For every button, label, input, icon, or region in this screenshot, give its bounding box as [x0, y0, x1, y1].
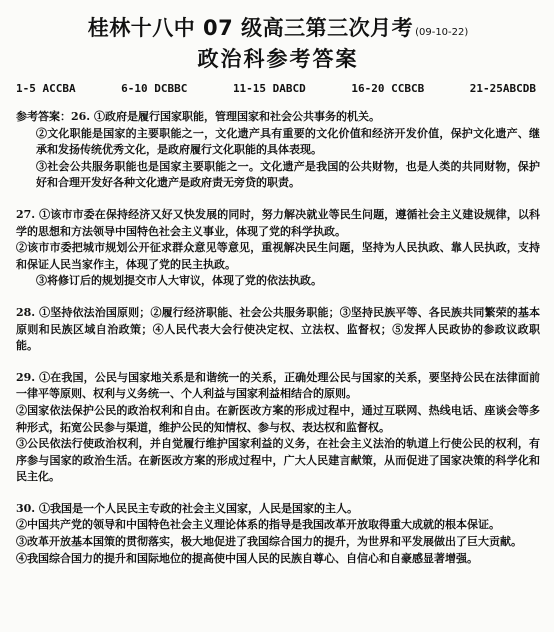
answer-26: [16, 109, 540, 192]
exam-title: [16, 18, 540, 39]
answer-line: 27. ①该市市委在保持经济又好又快发展的同时，努力解决就业等民生问题，遵循社会主义建设规律，以科学的思想和方法领导中国特色社会主义事业，体现了党的科学执政。: [16, 207, 540, 238]
answer-line: ③社会公共服务职能也是国家主要职能之一。文化遗产是我国的公共财物，也是人类的共同财物，保护好和合理开发好各种文化遗产是政府责无旁贷的职责。: [36, 159, 540, 190]
answer-line: ④我国综合国力的提升和国际地位的提高使中国人民的民族自尊心、自信心和自豪感显著增强。: [16, 551, 478, 565]
answer-line: ②文化职能是国家的主要职能之一，文化遗产具有重要的文化价值和经济开发价值，保护文化遗产、继承和发扬传统优秀文化，是政府履行文化职能的具体表现。: [36, 126, 540, 157]
exam-date: (09-10-22): [415, 27, 469, 38]
exam-title-text: 桂林十八中 07 级高三第三次月考: [87, 16, 414, 40]
answer-line: ③公民依法行使政治权利，并自觉履行维护国家利益的义务，在社会主义法治的轨道上行使公民的权利，有序参与国家的政治生活。在新医改方案的形成过程中，广大人民建言献策，从而促进了国家决策的科学化和民主化。: [16, 437, 540, 484]
answer-line: ②该市市委把城市规划公开征求群众意见等意见，重视解决民生问题，坚持为人民执政、靠人民执政，支持和保证人民当家作主，体现了党的民主执政。: [16, 241, 540, 271]
answer-27: [16, 207, 540, 290]
answer-line: ③将修订后的规划提交市人大审议，体现了党的依法执政。: [36, 274, 322, 288]
mcq-group: 11-15 DABCD: [232, 82, 306, 95]
answer-line: ②中国共产党的领导和中国特色社会主义理论体系的指导是我国改革开放取得重大成就的根本保证。: [16, 518, 500, 532]
mcq-group: 1-5 ACCBA: [16, 82, 76, 95]
answer-28: [16, 305, 540, 355]
mcq-group: 21-25ABCDB: [469, 82, 536, 95]
answer-line: ③改革开放基本国策的贯彻落实，极大地促进了我国综合国力的提升，为世界和平发展做出了巨大贡献。: [16, 535, 522, 549]
mcq-group: 16-20 CCBCB: [351, 82, 425, 95]
answer-line: ②国家依法保护公民的政治权利和自由。在新医改方案的形成过程中，通过互联网、热线电话、座谈会等多种形式，拓宽公民参与渠道，维护公民的知情权、参与权、表达权和监督权。: [16, 403, 540, 434]
answer-line: 参考答案：26. ①政府是履行国家职能，管理国家和社会公共事务的机关。: [16, 110, 380, 123]
answer-line: 28. ①坚持依法治国原则；②履行经济职能、社会公共服务职能；③坚持民族平等、各民族共同繁荣的基本原则和民族区域自治政策；④人民代表大会行使决定权、立法权、监督权；⑤发挥人民政协的参政议政职能。: [16, 305, 540, 353]
answer-line: 30. ①我国是一个人民民主专政的社会主义国家，人民是国家的主人。: [16, 501, 358, 515]
document-subtitle: 政治科参考答案: [197, 47, 359, 71]
answer-30: [16, 501, 540, 567]
answer-line: 29. ①在我国，公民与国家地关系是和谐统一的关系，正确处理公民与国家的关系，要坚持公民在法律面前一律平等原则、权利与义务统一、个人利益与国家利益相结合的原则。: [16, 370, 540, 401]
multiple-choice-answers: [16, 82, 540, 95]
mcq-group: 6-10 DCBBC: [121, 82, 188, 95]
answer-body: [16, 109, 540, 567]
answer-29: [16, 370, 540, 486]
